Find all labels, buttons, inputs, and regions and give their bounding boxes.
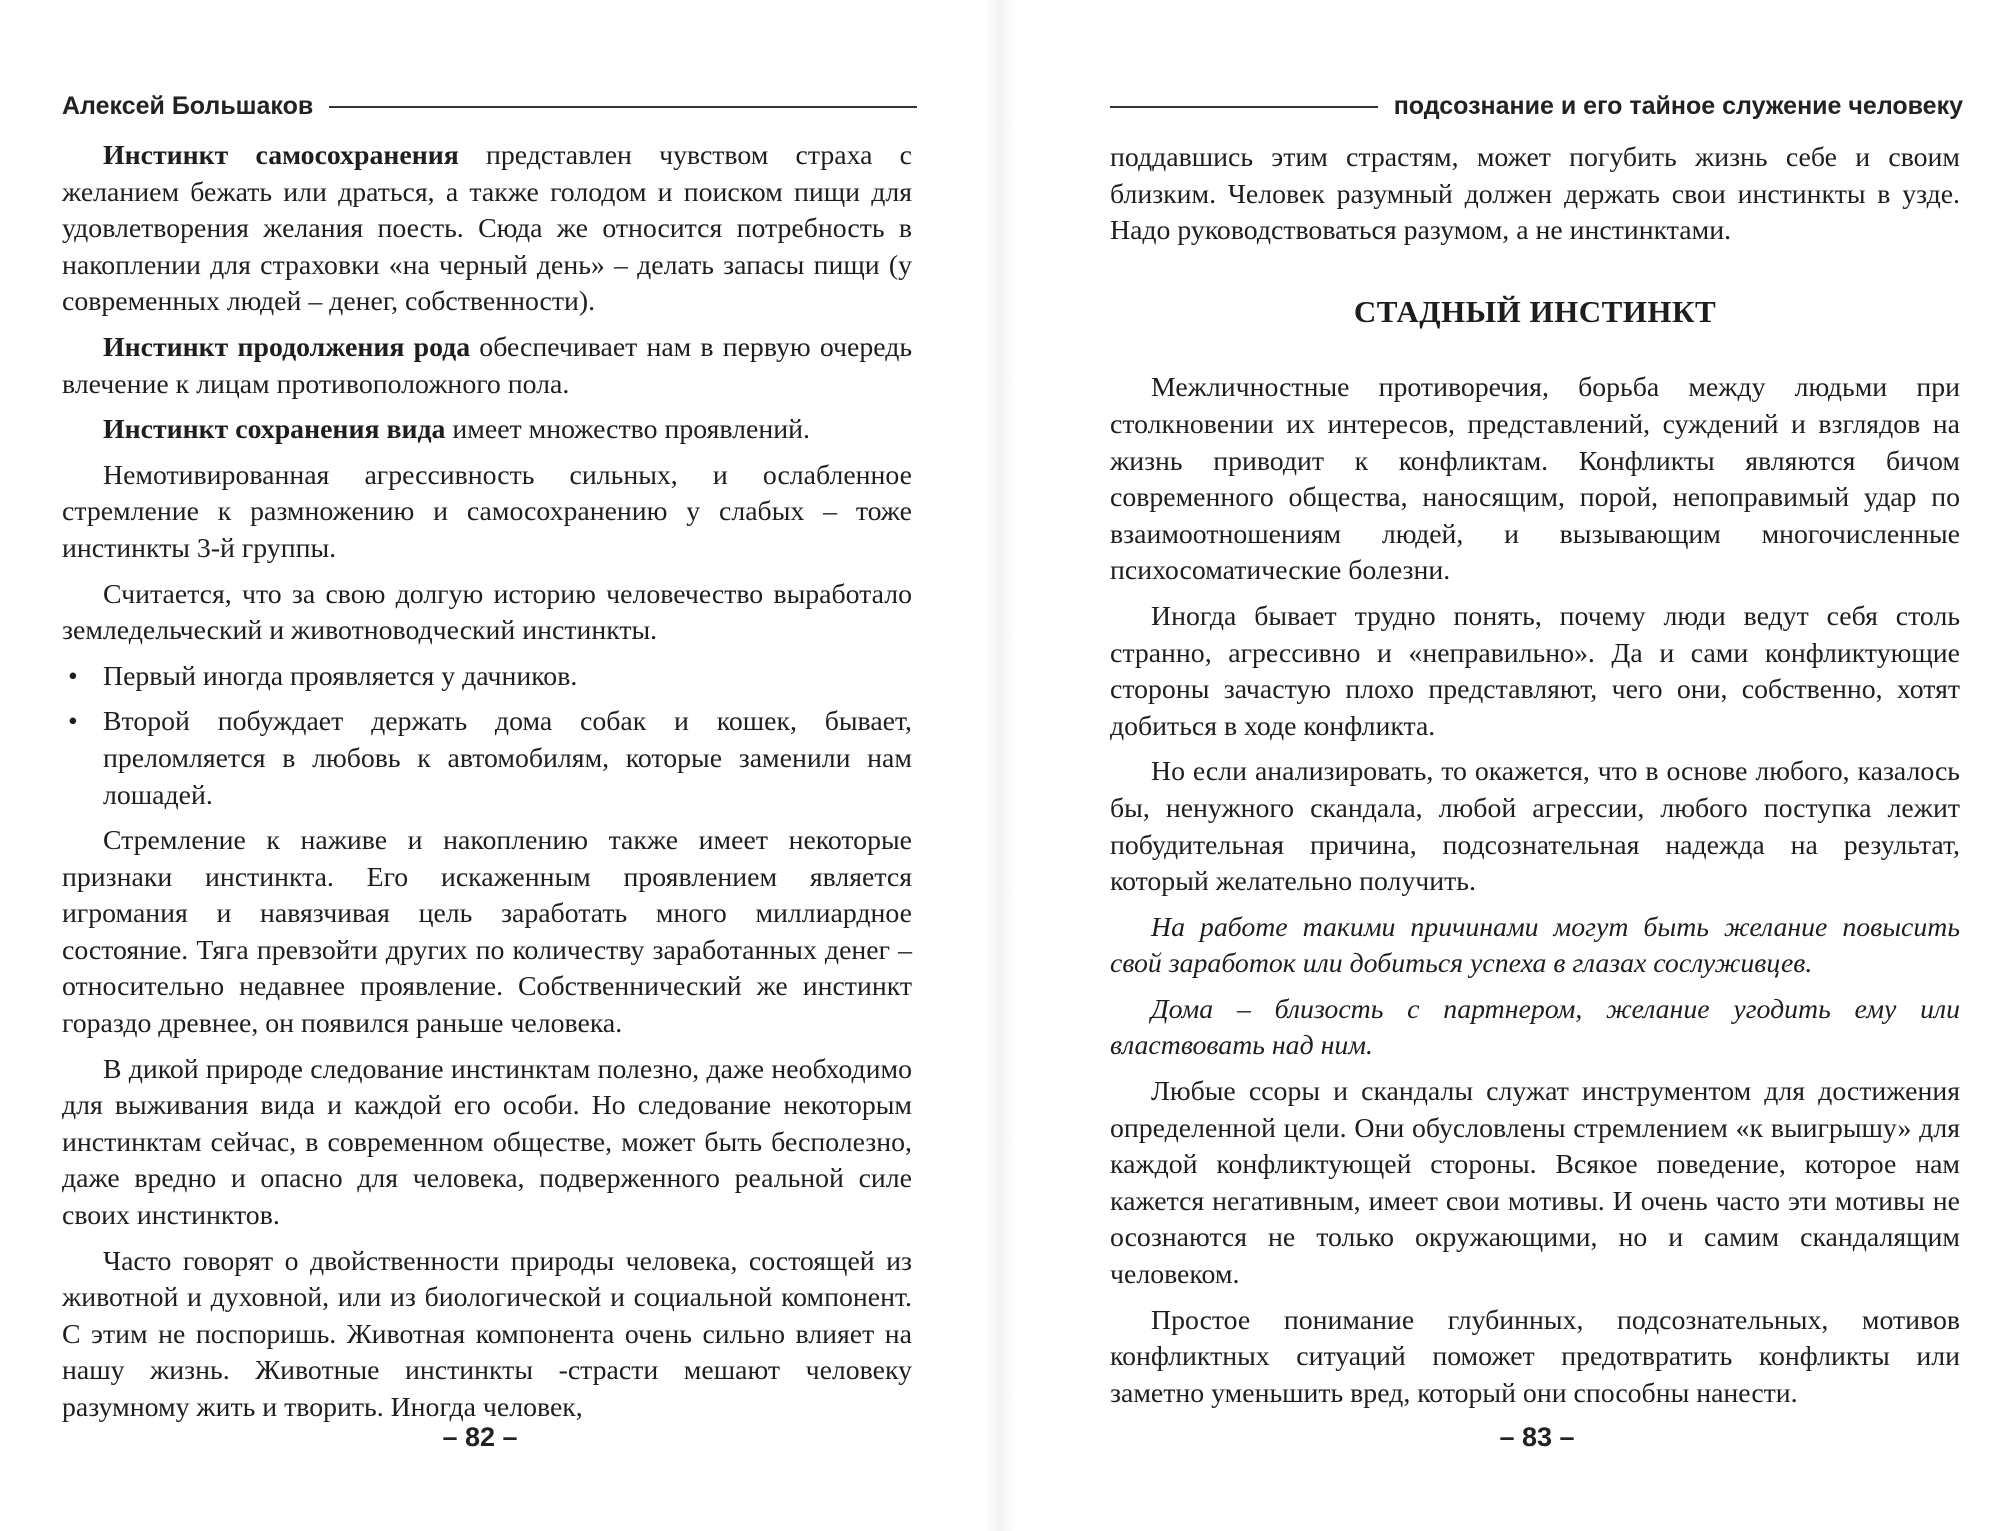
italic-paragraph: Дома – близость с партнером, желание угодить ему или властвовать над ним. [1110, 993, 1960, 1062]
bullet-icon: • [68, 660, 78, 692]
section-title: СТАДНЫЙ ИНСТИНКТ [1353, 293, 1717, 329]
list-item: • Первый иногда проявляется у дачников. [62, 659, 912, 696]
paragraph: Любые ссоры и скандалы служат инструментом для достижения определенной цели. Они обусловлены стремлением «к выигрышу» для каждой конфликтующей стороны. Всякое поведение, которое нам кажется негативным, имеет свои мотивы. И очень часто эти мотивы не осознаются не только окружающими, но и самим скандалящим человеком. [1110, 1076, 1960, 1291]
author-name: Алексей Большаков [62, 92, 314, 120]
paragraph: Иногда бывает трудно понять, почему люди ведут себя столь странно, агрессивно и «неправильно». Да и сами конфликтующие стороны зачастую плохо представляют, чего они, собственно, хотят добиться в ходе конфликта. [1110, 600, 1960, 742]
bullet-list [62, 659, 912, 814]
term-bold: Инстинкт продолжения рода [103, 331, 471, 363]
italic-paragraph: На работе такими причинами могут быть желание повысить свой заработок или добиться успеха в глазах сослуживцев. [1110, 911, 1960, 980]
list-item: • Второй побуждает держать дома собак и кошек, бывает, преломляется в любовь к автомобилям, которые заменили нам лошадей. [68, 706, 912, 811]
right-page [1000, 0, 2000, 1531]
running-header-left [62, 92, 917, 121]
running-header-right [1110, 92, 1963, 121]
paragraph: Межличностные противоречия, борьба между людьми при столкновении их интересов, представлений, суждений и взглядов на жизнь приводит к конфликтам. Конфликты являются бичом современного общества, наносящим, порой, непоправимый удар по взаимоотношениям людей, и вызывающим многочисленные психосоматические болезни. [1110, 372, 1960, 587]
paragraph: Инстинкт самосохранения представлен чувством страха с желанием бежать или драться, а также голодом и поиском пищи для удовлетворения желания поесть. Сюда же относится потребность в накоплении для страховки «на черный день» – делать запасы пищи (у современных людей – денег, собственности). [62, 140, 913, 318]
left-page-body [62, 138, 912, 1436]
term-bold: Инстинкт самосохранения [103, 140, 459, 171]
paragraph: Инстинкт сохранения вида имеет множество проявлений. [103, 414, 810, 446]
header-rule [1110, 106, 1378, 108]
paragraph: Немотивированная агрессивность сильных, и ослабленное стремление к размножению и самосохранению у слабых – тоже инстинкты 3-й группы. [62, 459, 912, 564]
paragraph: В дикой природе следование инстинктам полезно, даже необходимо для выживания вида и каждой его особи. Но следование некоторым инстинктам сейчас, в современном обществе, может быть бесполезно, даже вредно и опасно для человека, подверженного реальной силе своих инстинктов. [62, 1053, 912, 1232]
paragraph: Простое понимание глубинных, подсознательных, мотивов конфликтных ситуаций поможет предотвратить конфликты или заметно уменьшить вред, который они способны нанести. [1110, 1304, 1960, 1409]
paragraph: Стремление к наживе и накоплению также имеет некоторые признаки инстинкта. Его искаженным проявлением является игромания и навязчивая цель заработать много миллиардное состояние. Тяга превзойти других по количеству заработанных денег – относительно недавнее проявление. Собственнический же инстинкт гораздо древнее, он появился раньше человека. [62, 825, 912, 1040]
book-title: подсознание и его тайное служение человеку [1393, 92, 1963, 120]
header-rule [329, 106, 917, 108]
term-bold: Инстинкт сохранения вида [103, 414, 446, 446]
paragraph: поддавшись этим страстям, может погубить жизнь себе и своим близким. Человек разумный должен держать свои инстинкты в узде. Надо руководствоваться разумом, а не инстинктами. [1110, 142, 1960, 247]
bullet-icon: • [68, 706, 78, 738]
paragraph: Инстинкт продолжения рода обеспечивает нам в первую очередь влечение к лицам противоположного пола. [62, 331, 913, 400]
paragraph: Считается, что за свою долгую историю человечество выработало земледельческий и животноводческий инстинкты. [62, 578, 912, 647]
paragraph: Но если анализировать, то окажется, что в основе любого, казалось бы, ненужного скандала, любой агрессии, любого поступка лежит побудительная причина, подсознательная надежда на результат, который желательно получить. [1110, 756, 1960, 898]
page-number: – 82 – [442, 1422, 518, 1452]
paragraph: Часто говорят о двойственности природы человека, состоящей из животной и духовной, или из биологической и социальной компонент. С этим не поспоришь. Животная компонента очень сильно влияет на нашу жизнь. Животные инстинкты -страсти мешают человеку разумному жить и творить. Иногда человек, [62, 1245, 912, 1423]
page-number: – 83 – [1499, 1422, 1575, 1452]
right-page-body [1110, 140, 1960, 1421]
